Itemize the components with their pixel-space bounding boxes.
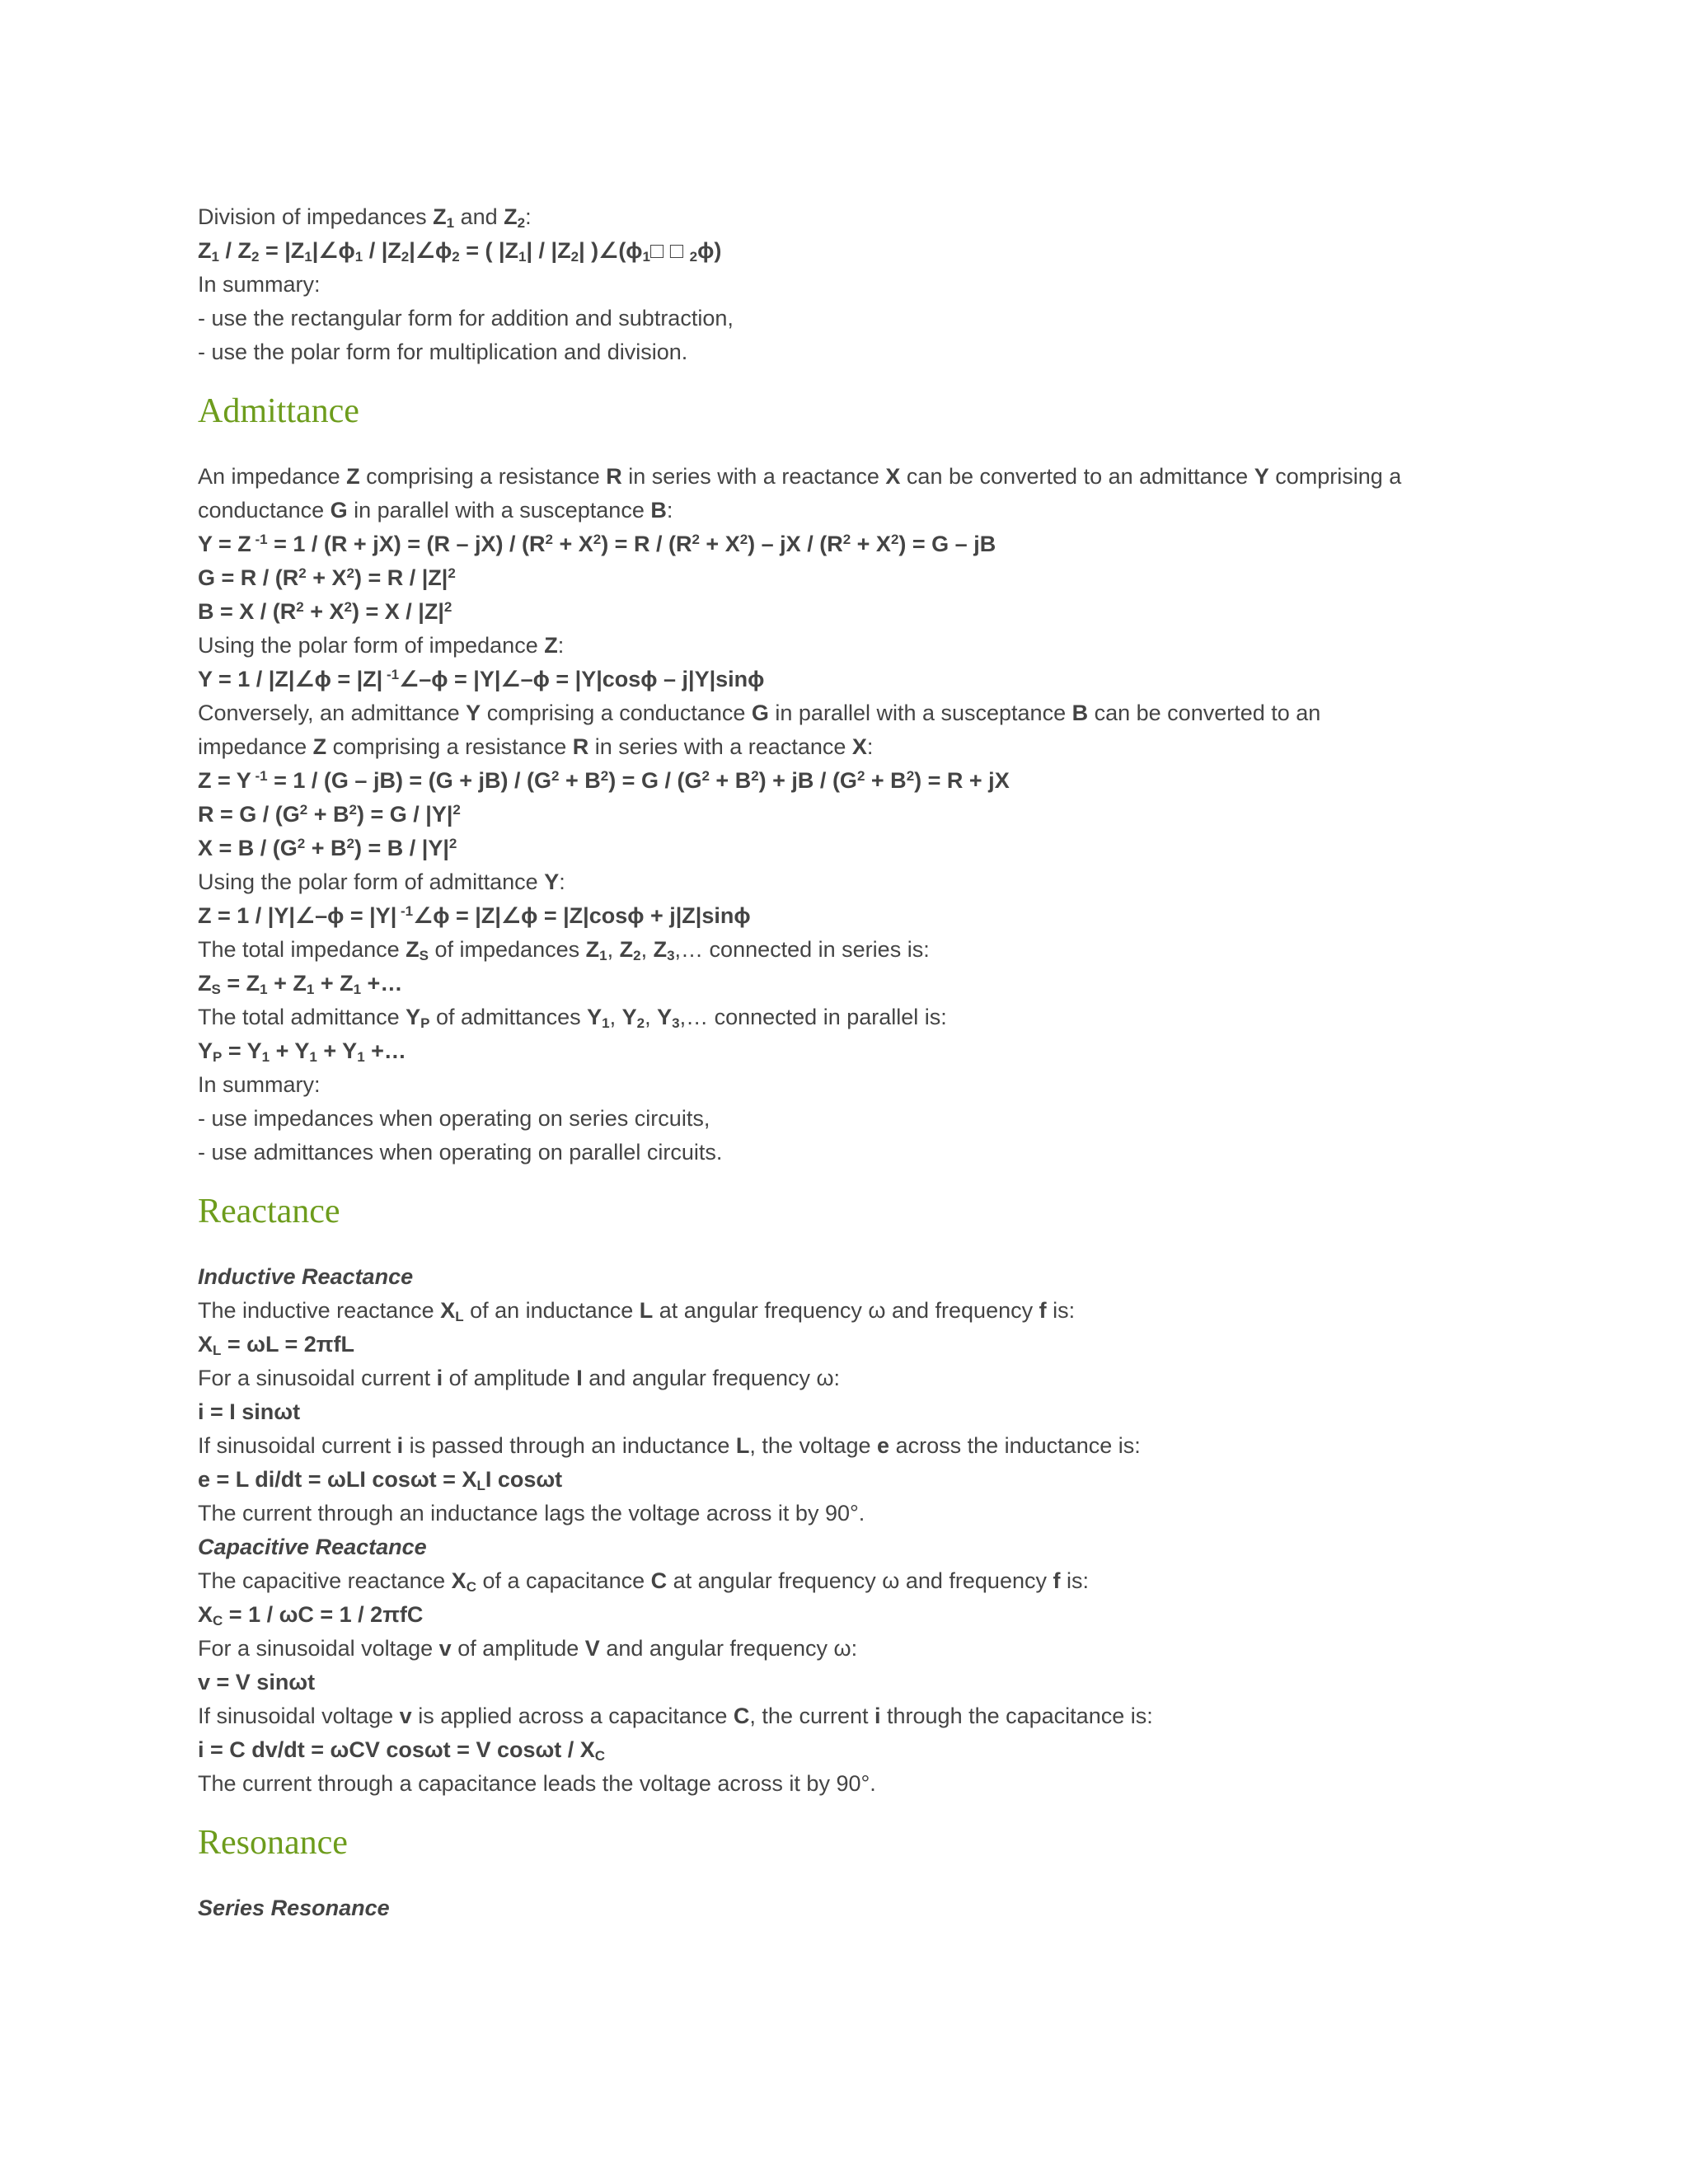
text-line-r4: For a sinusoidal current i of amplitude I and angular frequency ω: xyxy=(198,1366,841,1390)
text-line-a3: Y = Z $^{-1} = 1 / (R + jX) = (R - jX) / (R^2 + X^2) = R / (R^2 + X^2)$ – jX / $(R^2 + X^2) = G$ – jB xyxy=(198,532,996,556)
text-line-sum3: - use the polar form for multiplication and division. xyxy=(198,340,688,364)
text-line-sum2: - use the rectangular form for addition and subtraction, xyxy=(198,306,734,330)
text-line-r12: For a sinusoidal voltage v of amplitude V and angular frequency ω: xyxy=(198,1636,858,1661)
text-line-div1: Division of impedances $Z_1$ and $Z_2$: xyxy=(198,204,532,231)
text-line-a6: Using the polar form of impedance Z: xyxy=(198,633,565,658)
section-reactance xyxy=(198,1260,1517,1801)
document-page xyxy=(198,200,1517,1925)
text-line-a5: $B = X / (R^2 + X^2) = X / |Z|^2$ xyxy=(198,599,452,624)
text-line-r16: The current through a capacitance leads the voltage across it by 90°. xyxy=(198,1771,876,1796)
text-line-sum1: In summary: xyxy=(198,272,321,297)
text-line-r10: The capacitive reactance $X_C$ of a capacitance C at angular frequency ω and frequency f is: xyxy=(198,1568,1089,1595)
text-line-a13: Using the polar form of admittance Y: xyxy=(198,869,565,894)
text-line-r11: $X_C = 1 / \omega C = 1 / 2\pi fC$ xyxy=(198,1602,424,1629)
text-line-a9: impedance Z comprising a resistance R in series with a reactance X: xyxy=(198,734,874,759)
text-line-r13: v = V sinωt xyxy=(198,1670,316,1694)
text-line-r1: Inductive Reactance xyxy=(198,1264,414,1289)
text-line-a1: An impedance Z comprising a resistance R in series with a reactance X can be converted to an admittance Y comprising a xyxy=(198,464,1402,489)
text-line-a15: The total impedance $Z_S$ of impedances $Z_1$, $Z_2$, $Z_3,\dots$ connected in series is: xyxy=(198,937,930,963)
text-line-a11: $R = G / (G^2 + B^2) = G / |Y|^2$ xyxy=(198,802,461,827)
text-line-r3: $X_L = \omega L = 2\pi fL$ xyxy=(198,1332,354,1358)
text-line-r7: e = L di/dt = ωLI $\cos\omega t = X_LI$ cosωt xyxy=(198,1467,563,1493)
text-line-r14: If sinusoidal voltage v is applied across a capacitance C, the current i through the capacitance is: xyxy=(198,1704,1153,1728)
text-line-a10: Z = Y $^{-1} = 1 / (G - jB) = (G + jB) / (G^2 + B^2) = G / (G^2 + B^2)$ + jB / $(G^2 + B^2) = R$ + jX xyxy=(198,768,1010,793)
text-line-a2: conductance G in parallel with a susceptance B: xyxy=(198,498,673,523)
text-line-r2: The inductive reactance $X_L$ of an inductance L at angular frequency ω and frequency f is: xyxy=(198,1298,1076,1324)
text-line-a20: - use impedances when operating on series circuits, xyxy=(198,1106,710,1131)
text-line-a14: Z = 1 / |Y|∠–ϕ = |Y| $^{-1}$∠ϕ = |Z|∠ϕ = |Z|cosϕ + j|Z|sinϕ xyxy=(198,903,751,928)
heading-admittance: Admittance xyxy=(198,392,359,430)
text-line-a16: $Z_S = Z_1 + Z_1 + Z_1$ +… xyxy=(198,971,403,997)
text-line-r9: Capacitive Reactance xyxy=(198,1535,427,1559)
text-line-r15: i = C dv/dt = ωCV cosωt = V cosωt / $X_C$ xyxy=(198,1737,606,1764)
text-line-a18: $Y_P = Y_1 + Y_1 + Y_1$ +… xyxy=(198,1038,406,1065)
section-resonance xyxy=(198,1891,1517,1925)
text-line-a19: In summary: xyxy=(198,1072,321,1097)
section-division xyxy=(198,200,1517,369)
section-admittance xyxy=(198,460,1517,1169)
text-line-r6: If sinusoidal current i is passed through an inductance L, the voltage e across the inductance is: xyxy=(198,1433,1141,1458)
text-line-a7: Y = 1 / |Z|∠ϕ = |Z| $^{-1}$∠–ϕ = |Y|∠–ϕ = |Y|cosϕ – j|Y|sinϕ xyxy=(198,667,765,691)
text-line-a4: $G = R / (R^2 + X^2) = R / |Z|^2$ xyxy=(198,565,456,590)
text-line-a8: Conversely, an admittance Y comprising a conductance G in parallel with a susceptance B can be converted to an xyxy=(198,701,1321,725)
text-line-a17: The total admittance $Y_P$ of admittances $Y_1$, $Y_2$, $Y_3,\dots$ connected in parallel is: xyxy=(198,1005,947,1031)
heading-reactance: Reactance xyxy=(198,1193,340,1230)
text-line-a12: $X = B / (G^2 + B^2) = B / |Y|^2$ xyxy=(198,836,457,860)
text-line-s1: Series Resonance xyxy=(198,1896,390,1920)
text-line-r5: i = I sinωt xyxy=(198,1399,301,1424)
heading-resonance: Resonance xyxy=(198,1824,348,1862)
text-line-div2: $Z_1 / Z_2$ = $|Z_1|\angle\phi_1$ / $|Z_2|\angle\phi_2$ = ( $|Z_1| / |Z_2|$ )$\angle(\phi_1□$ □ $_2$ϕ) xyxy=(198,238,722,265)
text-line-a21: - use admittances when operating on parallel circuits. xyxy=(198,1140,723,1165)
text-line-r8: The current through an inductance lags the voltage across it by 90°. xyxy=(198,1501,865,1526)
